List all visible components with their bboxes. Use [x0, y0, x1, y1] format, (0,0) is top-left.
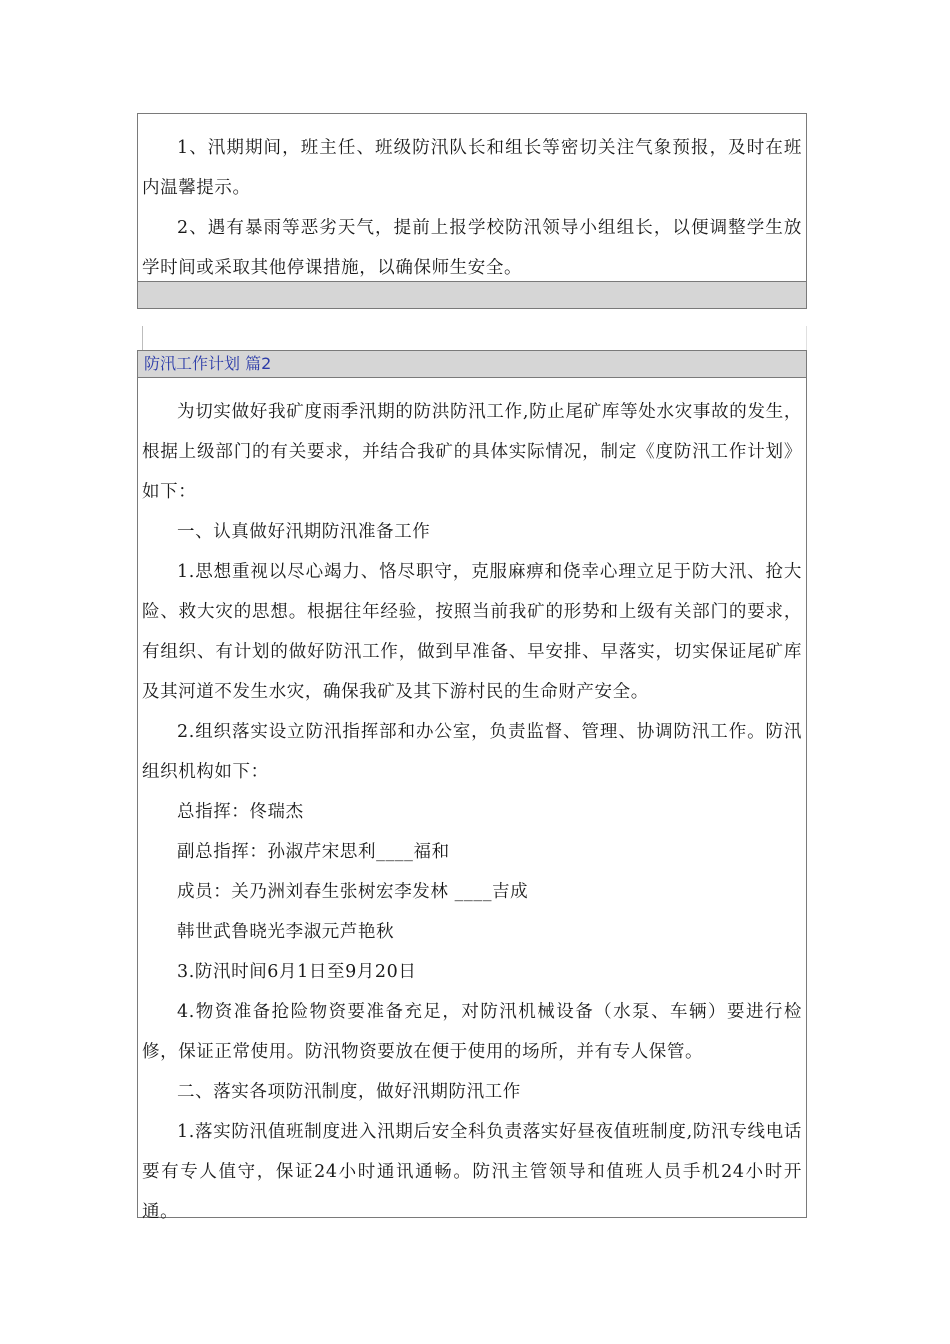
paragraph: 3.防汛时间6月1日至9月20日	[177, 962, 417, 982]
paragraph: 1.落实防汛值班制度进入汛期后安全科负责落实好昼夜值班制度,防汛专线电话要有专人值守，保证24小时通讯通畅。防汛主管领导和值班人员手机24小时开通。	[142, 1122, 802, 1222]
paragraph: 二、落实各项防汛制度，做好汛期防汛工作	[177, 1082, 521, 1102]
paragraph: 副总指挥：孙淑芹宋思利____福和	[177, 842, 450, 862]
paragraph: 2、遇有暴雨等恶劣天气，提前上报学校防汛领导小组组长，以便调整学生放学时间或采取其他停课措施，以确保师生安全。	[142, 218, 802, 278]
paragraph: 为切实做好我矿度雨季汛期的防洪防汛工作,防止尾矿库等处水灾事故的发生，根据上级部门的有关要求，并结合我矿的具体实际情况，制定《度防汛工作计划》如下：	[142, 402, 802, 502]
box1-content	[138, 114, 806, 282]
divider-line	[142, 326, 143, 350]
paragraph: 2.组织落实设立防汛指挥部和办公室，负责监督、管理、协调防汛工作。防汛组织机构如下：	[142, 722, 802, 782]
box2-content	[138, 378, 806, 1232]
paragraph: 总指挥：佟瑞杰	[177, 802, 304, 822]
text-box-2	[137, 350, 807, 1222]
gray-band	[138, 281, 806, 308]
paragraph: 成员：关乃洲刘春生张树宏李发林 ____吉成	[177, 882, 529, 902]
paragraph: 一、认真做好汛期防汛准备工作	[177, 522, 431, 542]
divider-line	[806, 326, 807, 350]
text-box-1	[137, 113, 807, 309]
paragraph: 1、汛期期间，班主任、班级防汛队长和组长等密切关注气象预报，及时在班内温馨提示。	[142, 138, 802, 198]
section-title: 防汛工作计划 篇2	[138, 351, 806, 378]
paragraph: 韩世武鲁晓光李淑元芦艳秋	[177, 922, 395, 942]
paragraph: 4.物资准备抢险物资要准备充足，对防汛机械设备（水泵、车辆）要进行检修，保证正常使用。防汛物资要放在便于使用的场所，并有专人保管。	[142, 1002, 802, 1062]
paragraph: 1.思想重视以尽心竭力、恪尽职守，克服麻痹和侥幸心理立足于防大汛、抢大险、救大灾的思想。根据往年经验，按照当前我矿的形势和上级有关部门的要求，有组织、有计划的做好防汛工作，做到早准备、早安排、早落实，切实保证尾矿库及其河道不发生水灾，确保我矿及其下游村民的生命财产安全。	[142, 562, 802, 702]
